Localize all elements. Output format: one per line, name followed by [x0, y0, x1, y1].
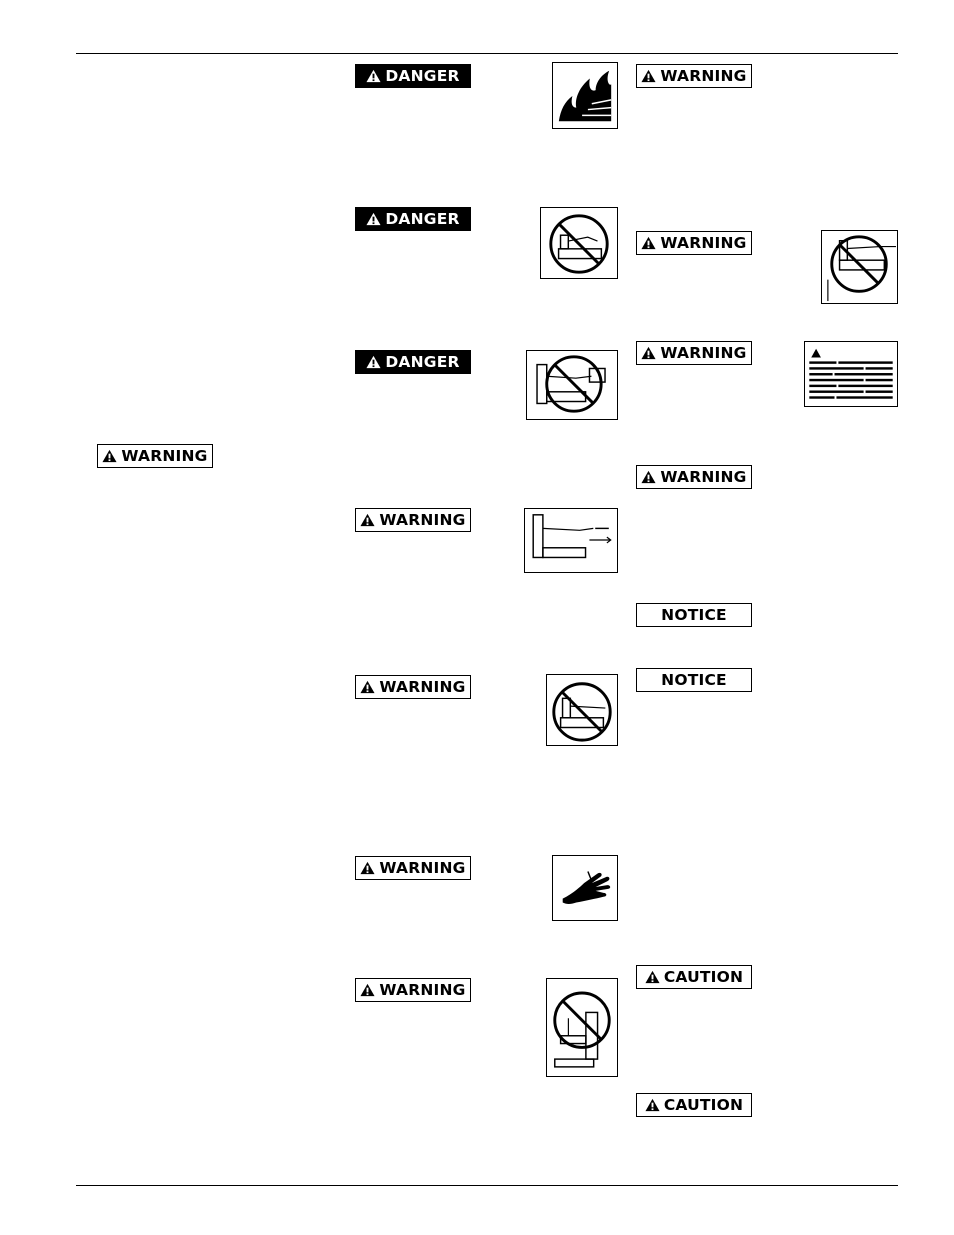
warning-badge: [355, 675, 471, 699]
notice-label: NOTICE: [661, 606, 727, 624]
alert-triangle-icon: [360, 861, 375, 875]
danger-label: DANGER: [385, 353, 460, 371]
warning-badge: [636, 465, 752, 489]
prohibited-handling-figure: [546, 674, 618, 746]
notice-label: NOTICE: [661, 671, 727, 689]
alert-triangle-icon: [641, 69, 656, 83]
warning-label: WARNING: [660, 468, 747, 486]
alert-triangle-icon: [360, 513, 375, 527]
alert-triangle-icon: [645, 1098, 660, 1112]
caution-label: CAUTION: [663, 1096, 744, 1114]
alert-triangle-icon: [641, 470, 656, 484]
nailer-tool-icon: [525, 509, 617, 572]
warning-label: WARNING: [660, 234, 747, 252]
warning-label: WARNING: [379, 511, 466, 529]
prohibited-symbol-icon: [547, 675, 617, 745]
warning-label: WARNING: [379, 981, 466, 999]
prohibited-air-source-figure: [526, 350, 618, 420]
top-rule: [76, 53, 898, 54]
caution-label: CAUTION: [663, 968, 744, 986]
warning-badge: [636, 231, 752, 255]
alert-triangle-icon: [641, 236, 656, 250]
warning-badge: [636, 341, 752, 365]
warning-label: WARNING: [379, 678, 466, 696]
danger-badge: [355, 207, 471, 231]
prohibited-pointing-figure: [546, 978, 618, 1077]
alert-triangle-icon: [645, 970, 660, 984]
prohibited-use-figure: [540, 207, 618, 279]
warning-label-icon: [805, 342, 897, 406]
danger-label: DANGER: [385, 67, 460, 85]
warning-badge: [355, 978, 471, 1002]
warning-label: WARNING: [660, 67, 747, 85]
alert-triangle-icon: [641, 346, 656, 360]
warning-badge: [355, 856, 471, 880]
disconnect-air-figure: [524, 508, 618, 573]
danger-label: DANGER: [385, 210, 460, 228]
caution-badge: [636, 965, 752, 989]
warning-badge: [97, 444, 213, 468]
alert-triangle-icon: [366, 69, 381, 83]
warning-label-figure: [804, 341, 898, 407]
alert-triangle-icon: [360, 983, 375, 997]
alert-triangle-icon: [360, 680, 375, 694]
bottom-rule: [76, 1185, 898, 1186]
notice-badge: [636, 603, 752, 627]
fire-hazard-figure: [552, 62, 618, 129]
notice-badge: [636, 668, 752, 692]
danger-badge: [355, 350, 471, 374]
hand-injury-figure: [552, 855, 618, 921]
fire-icon: [553, 63, 617, 128]
warning-label: WARNING: [121, 447, 208, 465]
alert-triangle-icon: [366, 212, 381, 226]
prohibited-tool-figure: [821, 230, 898, 304]
warning-label: WARNING: [660, 344, 747, 362]
prohibited-symbol-icon: [527, 351, 617, 419]
hand-icon: [553, 856, 617, 920]
prohibited-symbol-icon: [541, 208, 617, 278]
alert-triangle-icon: [102, 449, 117, 463]
alert-triangle-icon: [366, 355, 381, 369]
prohibited-symbol-icon: [547, 979, 617, 1076]
warning-badge: [355, 508, 471, 532]
warning-badge: [636, 64, 752, 88]
caution-badge: [636, 1093, 752, 1117]
prohibited-symbol-icon: [822, 231, 897, 303]
warning-label: WARNING: [379, 859, 466, 877]
danger-badge: [355, 64, 471, 88]
